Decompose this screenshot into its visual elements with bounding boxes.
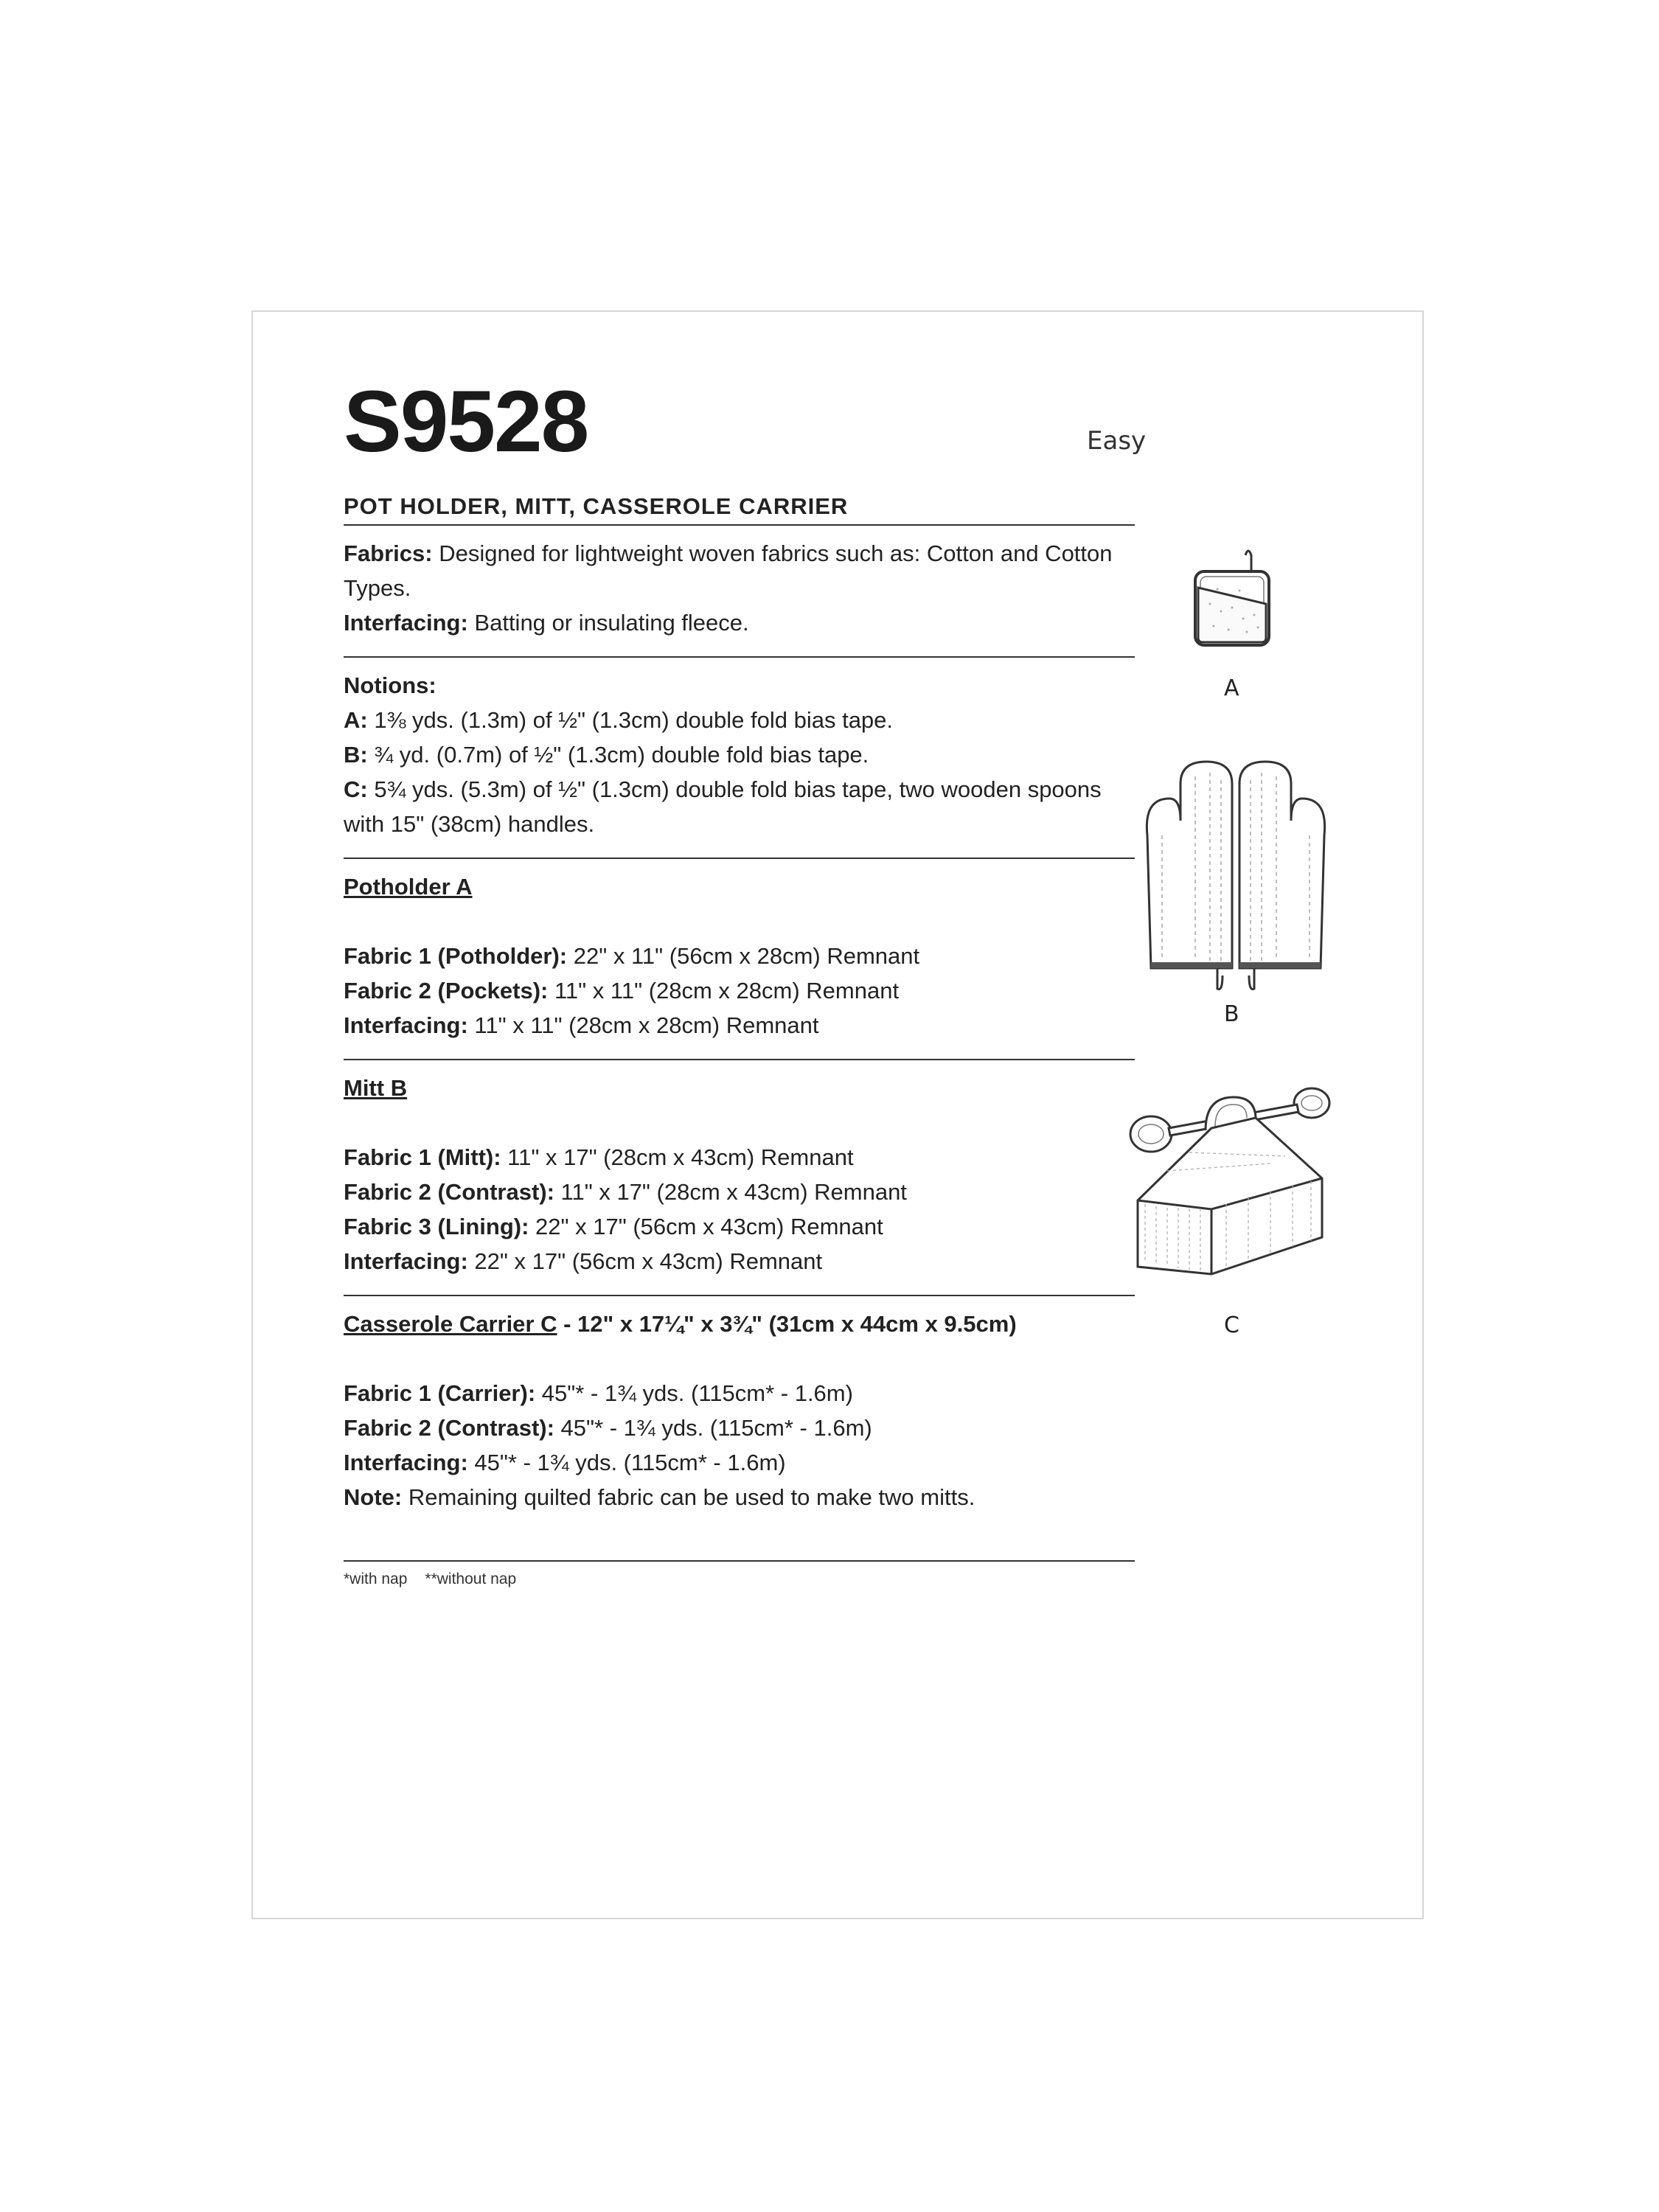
mitt-row: [344, 1209, 1135, 1244]
notion-a-text: 1⅜ yds. (1.3m) of ½" (1.3cm) double fold bias tape.: [367, 707, 894, 733]
potholder-row: [344, 973, 1135, 1008]
casserole-row: [344, 1376, 1135, 1411]
illustration-label-c: C: [1224, 1312, 1239, 1338]
row-text: 45"* - 1¾ yds. (115cm* - 1.6m): [535, 1380, 853, 1406]
casserole-carrier-illustration: [1123, 1075, 1337, 1289]
row-label: Note:: [344, 1484, 403, 1510]
row-text: 11" x 11" (28cm x 28cm) Remnant: [548, 978, 900, 1004]
fabrics-text: Designed for lightweight woven fabrics such as: Cotton and Cotton Types.: [344, 540, 1113, 601]
notion-c-label: C:: [344, 776, 368, 802]
casserole-section: [344, 1296, 1135, 1531]
mitt-illustration: [1140, 754, 1332, 990]
notions-section: [344, 658, 1135, 858]
casserole-row: [344, 1480, 1135, 1514]
mitt-row: [344, 1140, 1135, 1175]
row-label: Fabric 2 (Contrast):: [344, 1179, 554, 1205]
potholder-title: Potholder A: [344, 874, 473, 900]
row-text: 11" x 11" (28cm x 28cm) Remnant: [467, 1012, 819, 1038]
row-text: 22" x 17" (56cm x 43cm) Remnant: [467, 1248, 823, 1274]
interfacing-text: Batting or insulating fleece.: [467, 610, 749, 636]
row-text: 45"* - 1¾ yds. (115cm* - 1.6m): [467, 1450, 786, 1475]
potholder-row: [344, 1008, 1135, 1043]
row-label: Fabric 3 (Lining):: [344, 1214, 529, 1239]
row-label: Interfacing:: [344, 1450, 468, 1475]
illustration-label-b: B: [1224, 1001, 1239, 1027]
casserole-row: [344, 1445, 1135, 1480]
row-text: 22" x 11" (56cm x 28cm) Remnant: [567, 943, 920, 969]
pattern-sheet: [251, 310, 1424, 1919]
footnote: [344, 1571, 1135, 1588]
without-nap-note: **without nap: [425, 1571, 517, 1587]
pattern-subtitle: POT HOLDER, MITT, CASSEROLE CARRIER: [344, 493, 1135, 526]
row-label: Fabric 2 (Contrast):: [344, 1415, 554, 1441]
interfacing-label: Interfacing:: [344, 610, 468, 636]
notion-a-label: A:: [344, 707, 368, 733]
text-column: [344, 373, 1135, 1588]
mitt-row: [344, 1175, 1135, 1209]
row-label: Fabric 1 (Potholder):: [344, 943, 568, 969]
row-text: 22" x 17" (56cm x 43cm) Remnant: [529, 1214, 883, 1239]
mitt-section: [344, 1060, 1135, 1295]
notion-c-text: 5¾ yds. (5.3m) of ½" (1.3cm) double fold bias tape, two wooden spoons with 15" (38cm) handles.: [344, 776, 1102, 837]
interfacing-line: [344, 605, 1135, 640]
notion-b: [344, 737, 1135, 772]
with-nap-note: *with nap: [344, 1571, 408, 1587]
casserole-dimensions: - 12" x 17¼" x 3¾" (31cm x 44cm x 9.5cm): [557, 1311, 1017, 1337]
row-label: Fabric 1 (Carrier):: [344, 1380, 536, 1406]
row-text: 11" x 17" (28cm x 43cm) Remnant: [501, 1144, 854, 1170]
materials-section: [344, 526, 1135, 656]
fabrics-label: Fabrics:: [344, 540, 433, 566]
mitt-row: [344, 1244, 1135, 1279]
row-label: Fabric 2 (Pockets):: [344, 978, 549, 1004]
notion-a: [344, 703, 1135, 737]
row-text: Remaining quilted fabric can be used to make two mitts.: [402, 1484, 975, 1510]
notions-title: Notions:: [344, 672, 437, 698]
row-label: Fabric 1 (Mitt):: [344, 1144, 501, 1170]
notion-b-text: ¾ yd. (0.7m) of ½" (1.3cm) double fold bias tape.: [367, 742, 869, 768]
row-label: Interfacing:: [344, 1012, 468, 1038]
row-text: 11" x 17" (28cm x 43cm) Remnant: [554, 1179, 907, 1205]
potholder-illustration: [1188, 545, 1276, 670]
casserole-title: Casserole Carrier C: [344, 1311, 557, 1337]
mitt-title: Mitt B: [344, 1075, 408, 1101]
notion-b-label: B:: [344, 742, 368, 768]
difficulty-label: Easy: [1087, 426, 1147, 456]
row-label: Interfacing:: [344, 1248, 468, 1274]
casserole-row: [344, 1411, 1135, 1445]
pattern-number: S9528: [344, 373, 588, 470]
fabrics-line: [344, 536, 1135, 605]
potholder-row: [344, 939, 1135, 973]
row-text: 45"* - 1¾ yds. (115cm* - 1.6m): [554, 1415, 872, 1441]
divider: [344, 1560, 1135, 1562]
illustration-label-a: A: [1224, 675, 1239, 701]
potholder-section: [344, 859, 1135, 1059]
notion-c: [344, 772, 1135, 841]
